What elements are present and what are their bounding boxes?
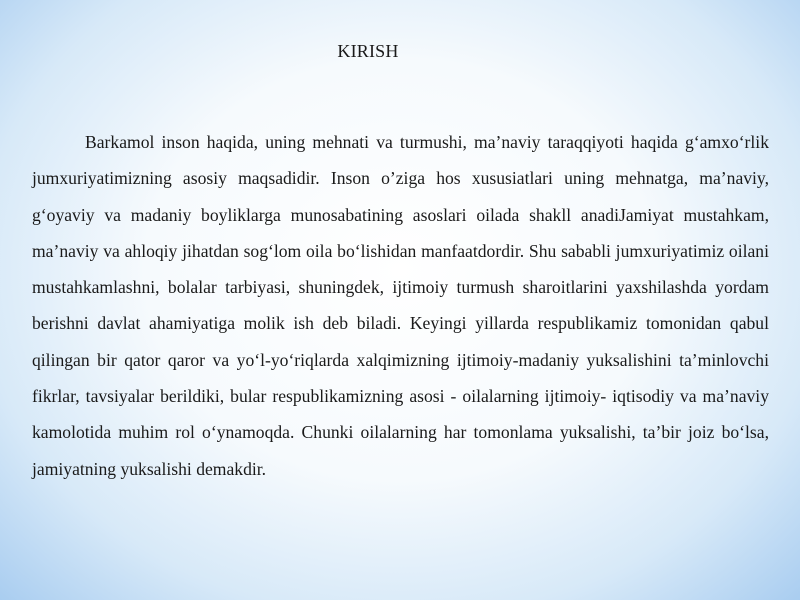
slide-title: KIRISH <box>337 41 399 61</box>
body-paragraph: Barkamol inson haqida, uning mehnati va turmushi, ma’naviy taraqqiyoti haqida g‘amxo‘rlik jumxuriyatimizning asosiy maqsadidir. Inson o’ziga hos xususiatlari uning mehnatga, ma’naviy, g‘oyaviy va madaniy boyliklarga munosabatining asoslari oilada shakll anadiJamiyat mustahkam, ma’naviy va ahloqiy jihatdan sog‘lom oila bo‘lishidan manfaatdordir. Shu sababli jumxuriyatimiz oilani mustahkamlashni, bolalar tarbiyasi, shuningdek, ijtimoiy turmush sharoitlarini yaxshilashda yordam berishni davlat ahamiyatiga molik ish deb biladi. Keyingi yillarda respublikamiz tomonidan qabul qilingan bir qator qaror va yo‘l-yo‘riqlarda xalqimizning ijtimoiy-madaniy yuksalishini ta’minlovchi fikrlar, tavsiyalar berildiki, bular respublikamizning asosi - oilalarning ijtimoiy- iqtisodiy va ma’naviy kamolotida muhim rol o‘ynamoqda. Chunki oilalarning har tomonlama yuksalishi, ta’bir joiz bo‘lsa, jamiyatning yuksalishi demakdir. <box>32 132 769 479</box>
